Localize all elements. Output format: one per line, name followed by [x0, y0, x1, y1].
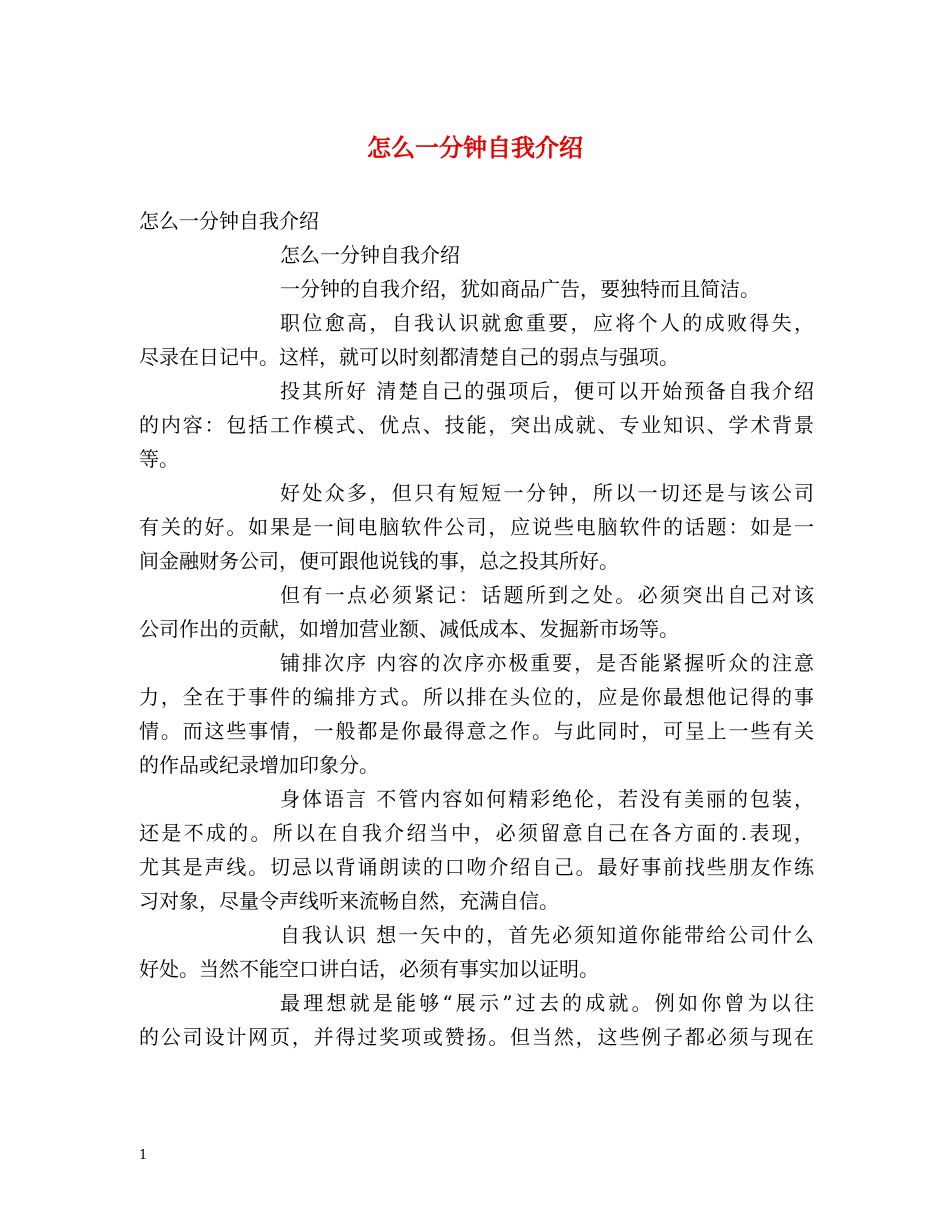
text-line: 尽录在日记中。这样，就可以时刻都清楚自己的弱点与强项。: [139, 345, 679, 369]
text-line: 等。: [139, 447, 179, 471]
text-line: 身体语言 不管内容如何精彩绝伦，若没有美丽的包装，: [280, 787, 814, 811]
text-line: 的内容：包括工作模式、优点、技能，突出成就、专业知识、学术背景: [139, 413, 814, 437]
document-body: [139, 204, 814, 1054]
text-line: 最理想就是能够“展示”过去的成就。例如你曾为以往: [280, 991, 814, 1015]
text-line: 习对象，尽量令声线听来流畅自然，充满自信。: [139, 889, 559, 913]
text-line: 间金融财务公司，便可跟他说钱的事，总之投其所好。: [139, 549, 619, 573]
text-line: 公司作出的贡献，如增加营业额、减低成本、发掘新市场等。: [139, 617, 679, 641]
text-line: 但有一点必须紧记：话题所到之处。必须突出自己对该: [280, 583, 814, 607]
text-line: 自我认识 想一矢中的，首先必须知道你能带给公司什么: [280, 923, 814, 947]
text-line: 投其所好 清楚自己的强项后，便可以开始预备自我介绍: [280, 379, 814, 403]
text-line: 职位愈高，自我认识就愈重要，应将个人的成败得失，: [280, 311, 814, 335]
page-number: 1: [139, 1148, 148, 1163]
document-title: 怎么一分钟自我介绍: [367, 133, 583, 162]
text-line: 铺排次序 内容的次序亦极重要，是否能紧握听众的注意: [280, 651, 814, 675]
text-line: 尤其是声线。切忌以背诵朗读的口吻介绍自己。最好事前找些朋友作练: [139, 855, 814, 879]
text-line: 一分钟的自我介绍，犹如商品广告，要独特而且简洁。: [280, 277, 760, 301]
text-line: 情。而这些事情，一般都是你最得意之作。与此同时，可呈上一些有关: [139, 719, 814, 743]
text-line: 怎么一分钟自我介绍: [280, 243, 460, 267]
text-line: 怎么一分钟自我介绍: [139, 209, 319, 233]
text-line: 还是不成的。所以在自我介绍当中，必须留意自己在各方面的.表现，: [139, 821, 814, 845]
text-line: 力，全在于事件的编排方式。所以排在头位的，应是你最想他记得的事: [139, 685, 814, 709]
text-line: 好处众多，但只有短短一分钟，所以一切还是与该公司: [280, 481, 814, 505]
text-line: 有关的好。如果是一间电脑软件公司，应说些电脑软件的话题：如是一: [139, 515, 814, 539]
text-line: 好处。当然不能空口讲白话，必须有事实加以证明。: [139, 957, 599, 981]
text-line: 的作品或纪录增加印象分。: [139, 753, 379, 777]
text-line: 的公司设计网页，并得过奖项或赞扬。但当然，这些例子都必须与现在: [139, 1025, 814, 1049]
